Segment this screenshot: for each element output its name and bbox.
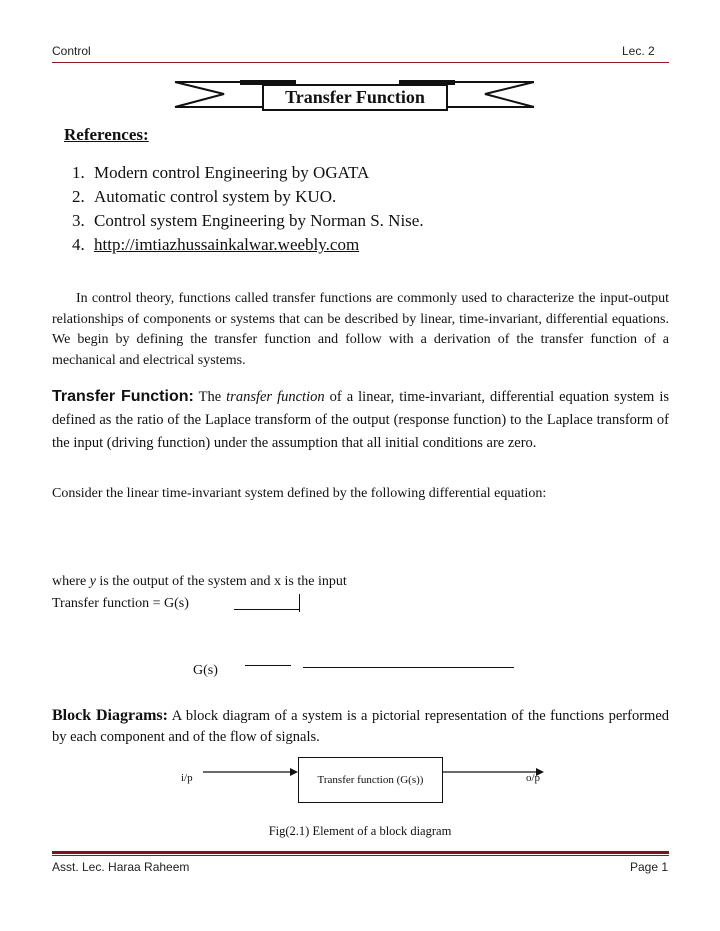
header-right: Lec. 2 bbox=[622, 44, 655, 58]
arrow-head-in bbox=[290, 768, 298, 776]
header-rule bbox=[52, 62, 669, 63]
reference-link[interactable]: http://imtiazhussainkalwar.weebly.com bbox=[94, 235, 360, 254]
input-label: i/p bbox=[181, 772, 193, 784]
list-item: 3. Control system Engineering by Norman S. Nise. bbox=[72, 211, 424, 230]
gs-label: G(s) bbox=[193, 663, 218, 678]
list-item: 4. http://imtiazhussainkalwar.weebly.com bbox=[72, 235, 360, 254]
consider-text: Consider the linear time-invariant system defined by the following differential equation: bbox=[52, 486, 547, 501]
tf-equation: Transfer function = G(s) bbox=[52, 596, 189, 611]
list-item: 1. Modern control Engineering by OGATA bbox=[72, 163, 370, 182]
where-text: where y is the output of the system and x is the input bbox=[52, 574, 347, 589]
footer-rule-thick bbox=[52, 851, 669, 854]
tf-definition-label: Transfer Function: bbox=[52, 388, 194, 405]
output-label: o/p bbox=[526, 772, 541, 784]
fraction-bar-long bbox=[303, 667, 514, 668]
header-left: Control bbox=[52, 44, 91, 58]
tf-term: transfer function bbox=[226, 389, 325, 405]
references-heading: References: bbox=[64, 125, 149, 144]
block-diagram-paragraph: Block Diagrams: A block diagram of a system is a pictorial representation of the functions performed by each component and of the flow of signals. bbox=[52, 707, 669, 745]
footer-rule-thin bbox=[52, 855, 669, 856]
figure-caption: Fig(2.1) Element of a block diagram bbox=[268, 824, 452, 838]
references-list bbox=[72, 161, 424, 257]
fraction-bar-short bbox=[245, 665, 291, 666]
list-item: 2. Automatic control system by KUO. bbox=[72, 187, 337, 206]
cursor-mark bbox=[299, 594, 300, 612]
intro-paragraph: In control theory, functions called transfer functions are commonly used to characterize the input-output relationships of components or systems that can be described by linear, time-invariant, differential equations. We begin by defining the transfer function and follow with a derivation of the transfer function of a mechanical and electrical systems. bbox=[52, 291, 669, 368]
transfer-function-definition: Transfer Function: The transfer function of a linear, time-invariant, differential equation system is defined as the ratio of the Laplace transform of the output (response function) to the Laplace transform of the input (driving function) under the assumption that all initial conditions are zero. bbox=[52, 388, 670, 451]
footer-left: Asst. Lec. Haraa Raheem bbox=[52, 860, 190, 874]
page-title: Transfer Function bbox=[262, 84, 448, 111]
transfer-function-block: Transfer function (G(s)) bbox=[298, 757, 443, 803]
fraction-bar bbox=[234, 609, 300, 610]
block-diagram-label: Block Diagrams: bbox=[52, 707, 168, 724]
footer-right: Page 1 bbox=[630, 860, 669, 874]
